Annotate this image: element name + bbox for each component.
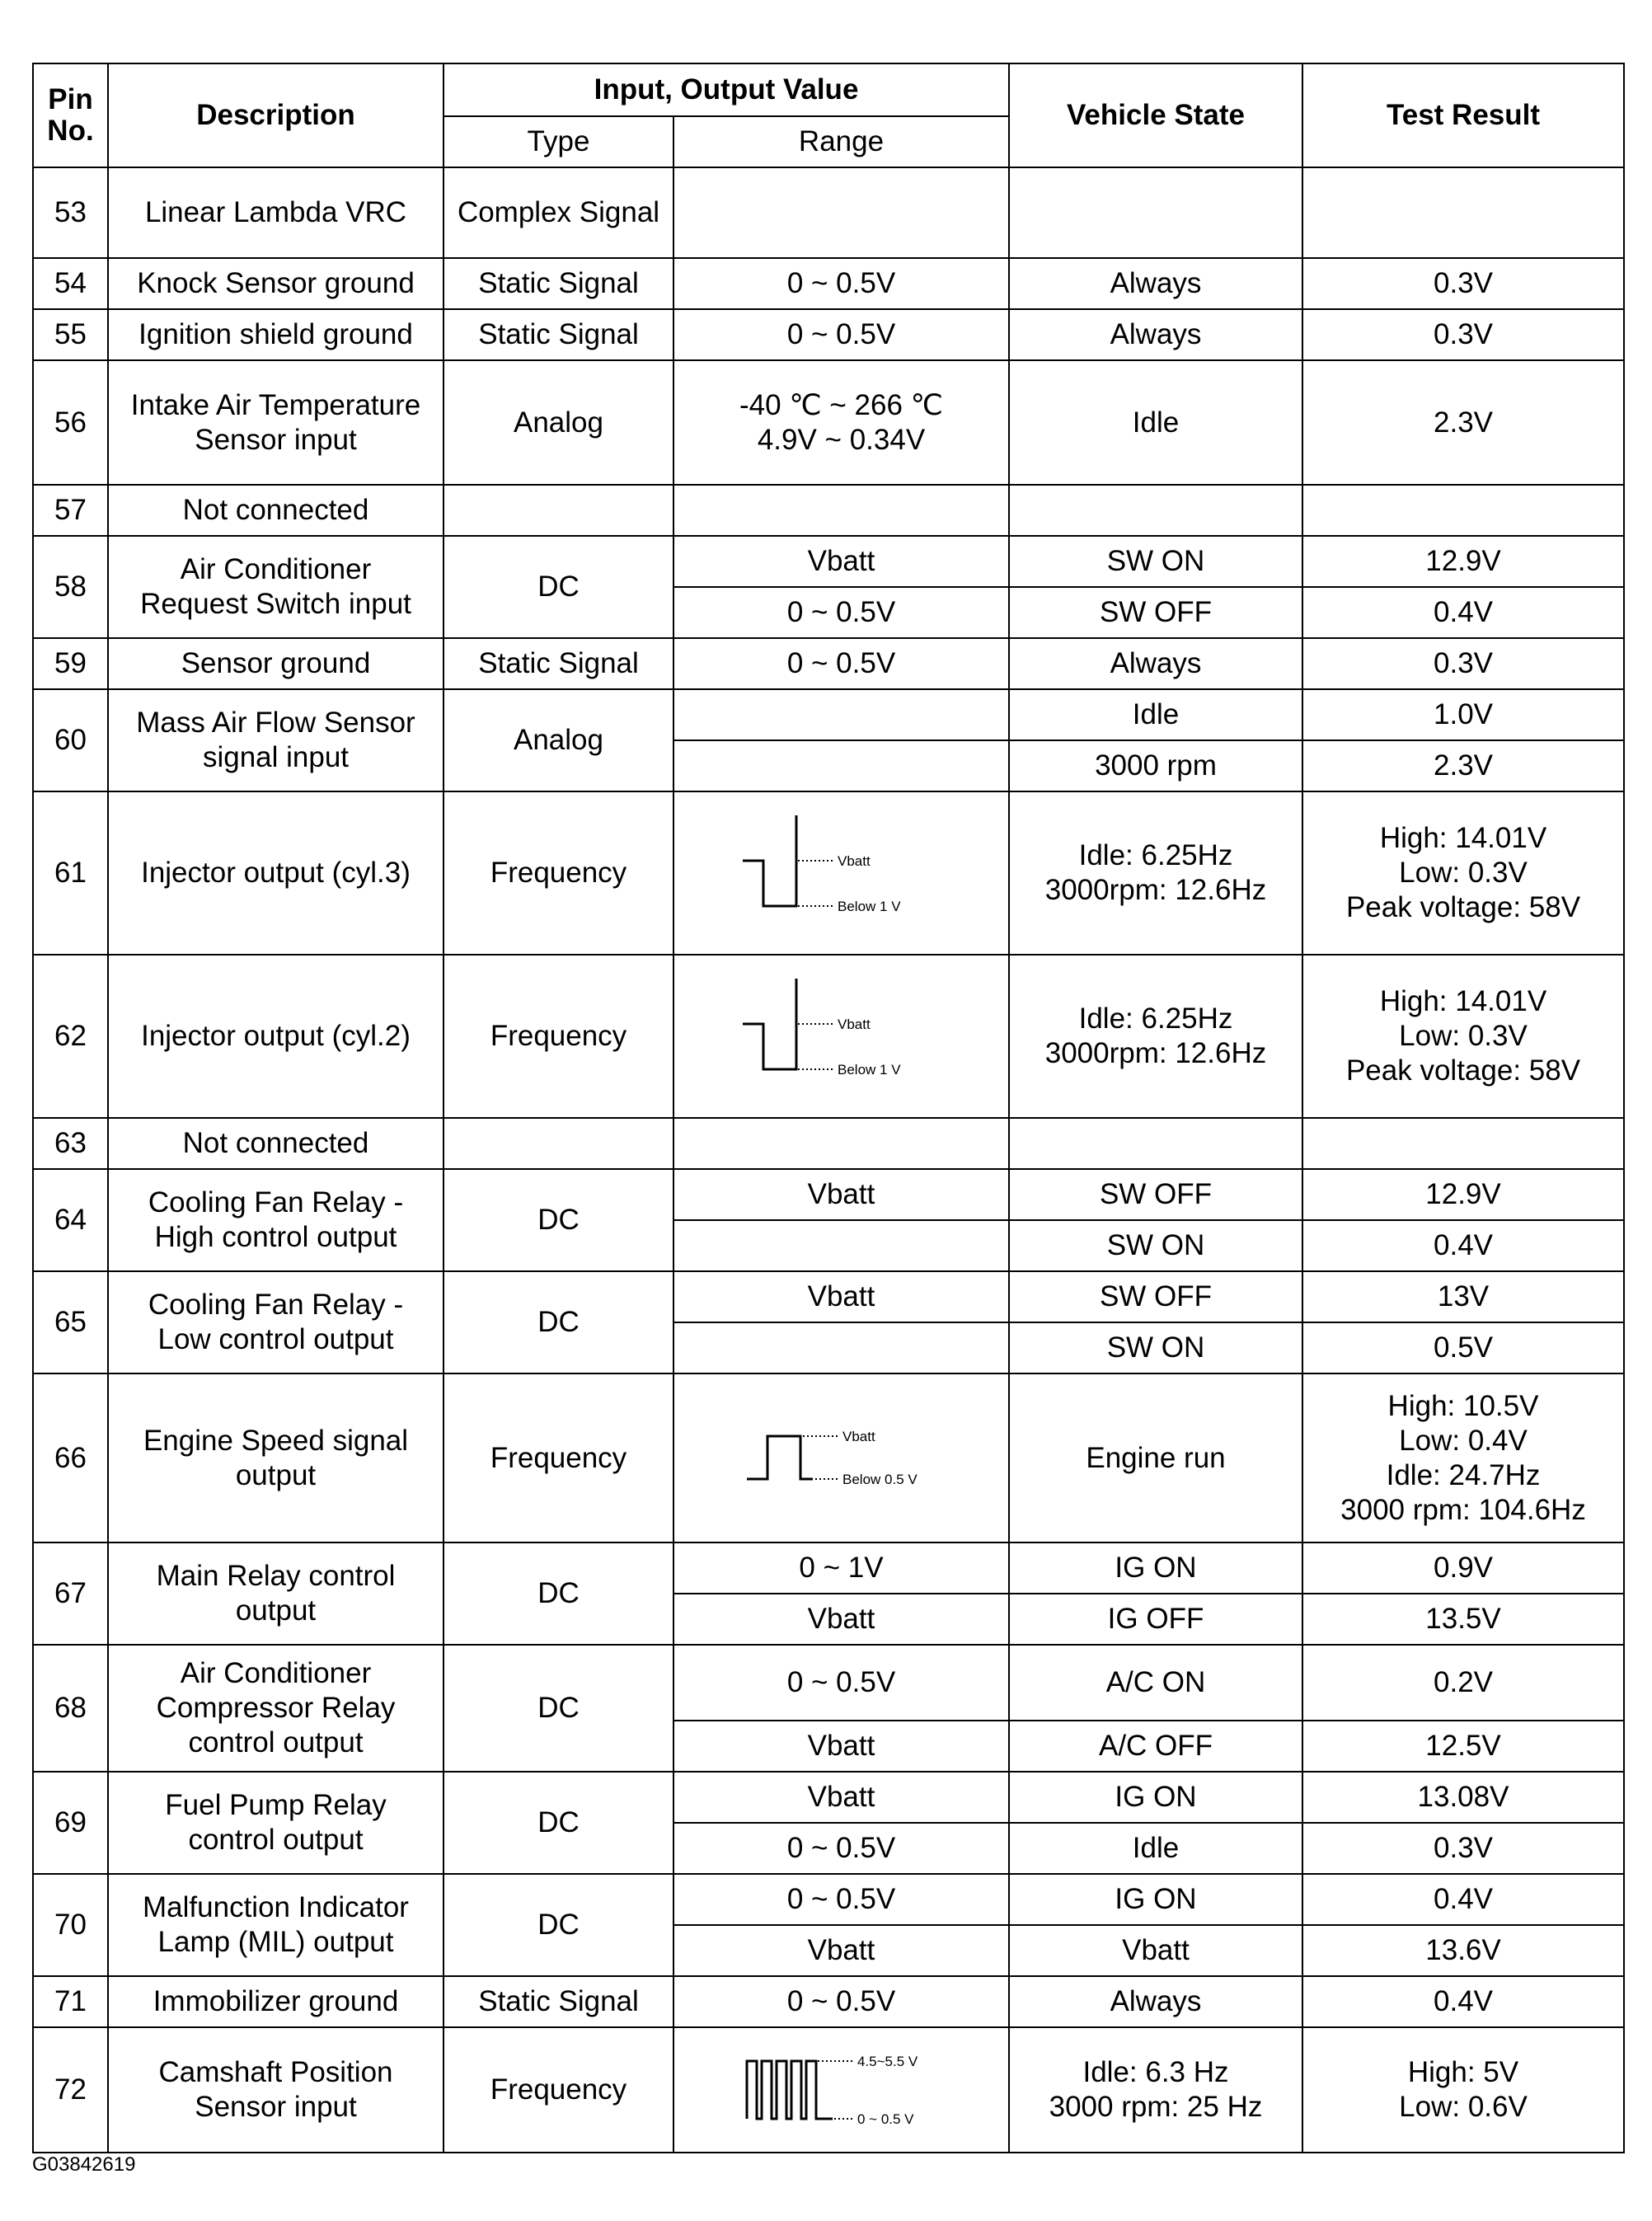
range: 0 ~ 0.5V <box>673 258 1009 309</box>
waveform-injector <box>739 974 945 1098</box>
pin-number: 64 <box>33 1169 108 1271</box>
description: Sensor ground <box>108 638 444 689</box>
description: Not connected <box>108 485 444 536</box>
type: DC <box>444 1772 673 1874</box>
description: Linear Lambda VRC <box>108 167 444 258</box>
description: Injector output (cyl.3) <box>108 791 444 955</box>
waveform-low-label: Below 1 V <box>837 1062 901 1078</box>
range: 0 ~ 0.5V <box>673 587 1009 638</box>
table-row <box>33 360 1624 485</box>
description: Fuel Pump Relay control output <box>108 1772 444 1874</box>
vehicle-state: Always <box>1009 258 1302 309</box>
pin-number: 66 <box>33 1373 108 1542</box>
type <box>444 1118 673 1169</box>
test-result: 0.3V <box>1302 258 1624 309</box>
description: Immobilizer ground <box>108 1976 444 2027</box>
test-result: 0.2V <box>1302 1645 1624 1721</box>
test-result: 0.4V <box>1302 1976 1624 2027</box>
description: Injector output (cyl.2) <box>108 955 444 1118</box>
test-result: High: 14.01V Low: 0.3V Peak voltage: 58V <box>1302 791 1624 955</box>
type: DC <box>444 1271 673 1373</box>
vehicle-state: SW OFF <box>1009 1271 1302 1322</box>
waveform-high-label: Vbatt <box>837 853 871 869</box>
table-row <box>33 167 1624 258</box>
type: DC <box>444 1542 673 1645</box>
vehicle-state: Idle: 6.25Hz 3000rpm: 12.6Hz <box>1009 791 1302 955</box>
type: DC <box>444 1874 673 1976</box>
table-row <box>33 689 1624 740</box>
test-result: 0.5V <box>1302 1322 1624 1373</box>
type: Frequency <box>444 791 673 955</box>
vehicle-state: Idle <box>1009 1823 1302 1874</box>
description: Mass Air Flow Sensor signal input <box>108 689 444 791</box>
vehicle-state: A/C OFF <box>1009 1721 1302 1772</box>
table-row <box>33 791 1624 955</box>
test-result: 13.6V <box>1302 1925 1624 1976</box>
description: Knock Sensor ground <box>108 258 444 309</box>
table-row <box>33 1976 1624 2027</box>
vehicle-state <box>1009 1118 1302 1169</box>
vehicle-state <box>1009 485 1302 536</box>
test-result: 0.3V <box>1302 638 1624 689</box>
table-row <box>33 955 1624 1118</box>
table-body <box>33 167 1624 2153</box>
pin-number: 71 <box>33 1976 108 2027</box>
table-row <box>33 258 1624 309</box>
type: Analog <box>444 360 673 485</box>
type: Complex Signal <box>444 167 673 258</box>
vehicle-state: SW ON <box>1009 536 1302 587</box>
range <box>673 689 1009 740</box>
table-row <box>33 638 1624 689</box>
pin-number: 57 <box>33 485 108 536</box>
waveform-high-label: Vbatt <box>837 1017 871 1032</box>
vehicle-state: Idle <box>1009 689 1302 740</box>
test-result: 0.3V <box>1302 1823 1624 1874</box>
range: 0 ~ 0.5V <box>673 1874 1009 1925</box>
range: Vbatt <box>673 1169 1009 1220</box>
header-range: Range <box>673 116 1009 167</box>
vehicle-state: Idle <box>1009 360 1302 485</box>
type: DC <box>444 536 673 638</box>
header-type: Type <box>444 116 673 167</box>
test-result: 0.4V <box>1302 1220 1624 1271</box>
range: 0 ~ 0.5V <box>673 638 1009 689</box>
vehicle-state: Always <box>1009 638 1302 689</box>
table-row <box>33 309 1624 360</box>
header-pin: Pin No. <box>33 63 108 167</box>
test-result: 0.3V <box>1302 309 1624 360</box>
range: 0 ~ 1V <box>673 1542 1009 1594</box>
type: Static Signal <box>444 638 673 689</box>
pin-number: 70 <box>33 1874 108 1976</box>
test-result <box>1302 485 1624 536</box>
description: Ignition shield ground <box>108 309 444 360</box>
waveform-low-label: 0 ~ 0.5 V <box>857 2111 914 2127</box>
range: 0 ~ 0.5V <box>673 1823 1009 1874</box>
table-row <box>33 485 1624 536</box>
test-result <box>1302 167 1624 258</box>
pin-number: 55 <box>33 309 108 360</box>
test-result: 13.5V <box>1302 1594 1624 1645</box>
range: Vbatt <box>673 1925 1009 1976</box>
type: Static Signal <box>444 309 673 360</box>
range: Vbatt <box>673 1721 1009 1772</box>
pin-number: 60 <box>33 689 108 791</box>
test-result: High: 14.01V Low: 0.3V Peak voltage: 58V <box>1302 955 1624 1118</box>
vehicle-state: IG ON <box>1009 1772 1302 1823</box>
test-result: 13.08V <box>1302 1772 1624 1823</box>
pin-number: 69 <box>33 1772 108 1874</box>
pin-number: 68 <box>33 1645 108 1772</box>
test-result: 12.5V <box>1302 1721 1624 1772</box>
vehicle-state: 3000 rpm <box>1009 740 1302 791</box>
range-waveform <box>673 791 1009 955</box>
range: Vbatt <box>673 1594 1009 1645</box>
vehicle-state: SW ON <box>1009 1220 1302 1271</box>
range-waveform <box>673 955 1009 1118</box>
vehicle-state: IG ON <box>1009 1874 1302 1925</box>
range: Vbatt <box>673 1271 1009 1322</box>
document-code: G03842619 <box>32 2153 136 2176</box>
pin-number: 56 <box>33 360 108 485</box>
vehicle-state: Idle: 6.3 Hz 3000 rpm: 25 Hz <box>1009 2027 1302 2153</box>
pin-number: 63 <box>33 1118 108 1169</box>
test-result: 0.9V <box>1302 1542 1624 1594</box>
waveform-injector <box>739 811 945 935</box>
range <box>673 1322 1009 1373</box>
range <box>673 740 1009 791</box>
vehicle-state: SW OFF <box>1009 1169 1302 1220</box>
type: Frequency <box>444 2027 673 2153</box>
waveform-low-label: Below 1 V <box>837 899 901 914</box>
test-result: 1.0V <box>1302 689 1624 740</box>
table-row <box>33 1772 1624 1823</box>
type: DC <box>444 1645 673 1772</box>
vehicle-state: SW OFF <box>1009 587 1302 638</box>
pin-number: 54 <box>33 258 108 309</box>
vehicle-state: IG OFF <box>1009 1594 1302 1645</box>
pin-number: 59 <box>33 638 108 689</box>
table-row <box>33 1373 1624 1542</box>
table-row <box>33 1874 1624 1925</box>
pin-number: 72 <box>33 2027 108 2153</box>
description: Engine Speed signal output <box>108 1373 444 1542</box>
range <box>673 1118 1009 1169</box>
test-result: 0.4V <box>1302 587 1624 638</box>
range: 0 ~ 0.5V <box>673 1976 1009 2027</box>
pin-number: 65 <box>33 1271 108 1373</box>
description: Camshaft Position Sensor input <box>108 2027 444 2153</box>
header-vehicle-state: Vehicle State <box>1009 63 1302 167</box>
description: Intake Air Temperature Sensor input <box>108 360 444 485</box>
range: -40 ℃ ~ 266 ℃ 4.9V ~ 0.34V <box>673 360 1009 485</box>
vehicle-state: Idle: 6.25Hz 3000rpm: 12.6Hz <box>1009 955 1302 1118</box>
type: Frequency <box>444 955 673 1118</box>
test-result: 2.3V <box>1302 360 1624 485</box>
range: 0 ~ 0.5V <box>673 1645 1009 1721</box>
description: Air Conditioner Request Switch input <box>108 536 444 638</box>
test-result <box>1302 1118 1624 1169</box>
table-row <box>33 1645 1624 1721</box>
vehicle-state: IG ON <box>1009 1542 1302 1594</box>
description: Main Relay control output <box>108 1542 444 1645</box>
vehicle-state: Engine run <box>1009 1373 1302 1542</box>
description: Cooling Fan Relay - High control output <box>108 1169 444 1271</box>
description: Air Conditioner Compressor Relay control output <box>108 1645 444 1772</box>
vehicle-state: Always <box>1009 1976 1302 2027</box>
type: Static Signal <box>444 258 673 309</box>
vehicle-state: Always <box>1009 309 1302 360</box>
range: 0 ~ 0.5V <box>673 309 1009 360</box>
waveform-high-label: Vbatt <box>842 1428 875 1444</box>
pin-number: 53 <box>33 167 108 258</box>
test-result: 12.9V <box>1302 536 1624 587</box>
vehicle-state: A/C ON <box>1009 1645 1302 1721</box>
pin-number: 58 <box>33 536 108 638</box>
range-waveform <box>673 1373 1009 1542</box>
range: Vbatt <box>673 1772 1009 1823</box>
table-row <box>33 1542 1624 1594</box>
table-row <box>33 536 1624 587</box>
description: Not connected <box>108 1118 444 1169</box>
description: Cooling Fan Relay - Low control output <box>108 1271 444 1373</box>
waveform-square <box>739 1397 945 1520</box>
header-io-group: Input, Output Value <box>444 63 1009 116</box>
range: Vbatt <box>673 536 1009 587</box>
vehicle-state <box>1009 167 1302 258</box>
range <box>673 485 1009 536</box>
type: Static Signal <box>444 1976 673 2027</box>
waveform-high-label: 4.5~5.5 V <box>857 2054 918 2069</box>
waveform-pulses <box>739 2028 945 2152</box>
test-result: High: 10.5V Low: 0.4V Idle: 24.7Hz 3000 rpm: 104.6Hz <box>1302 1373 1624 1542</box>
waveform-low-label: Below 0.5 V <box>842 1471 918 1487</box>
test-result: 2.3V <box>1302 740 1624 791</box>
pin-number: 61 <box>33 791 108 955</box>
range-waveform <box>673 2027 1009 2153</box>
table-row <box>33 1169 1624 1220</box>
type: Frequency <box>444 1373 673 1542</box>
test-result: High: 5V Low: 0.6V <box>1302 2027 1624 2153</box>
vehicle-state: SW ON <box>1009 1322 1302 1373</box>
type: Analog <box>444 689 673 791</box>
range <box>673 167 1009 258</box>
description: Malfunction Indicator Lamp (MIL) output <box>108 1874 444 1976</box>
range <box>673 1220 1009 1271</box>
pin-table <box>32 63 1625 2153</box>
test-result: 13V <box>1302 1271 1624 1322</box>
test-result: 12.9V <box>1302 1169 1624 1220</box>
type: DC <box>444 1169 673 1271</box>
pin-number: 62 <box>33 955 108 1118</box>
table-row <box>33 1271 1624 1322</box>
test-result: 0.4V <box>1302 1874 1624 1925</box>
vehicle-state: Vbatt <box>1009 1925 1302 1976</box>
pin-number: 67 <box>33 1542 108 1645</box>
table-row <box>33 2027 1624 2153</box>
table-row <box>33 1118 1624 1169</box>
header-test-result: Test Result <box>1302 63 1624 167</box>
header-description: Description <box>108 63 444 167</box>
type <box>444 485 673 536</box>
